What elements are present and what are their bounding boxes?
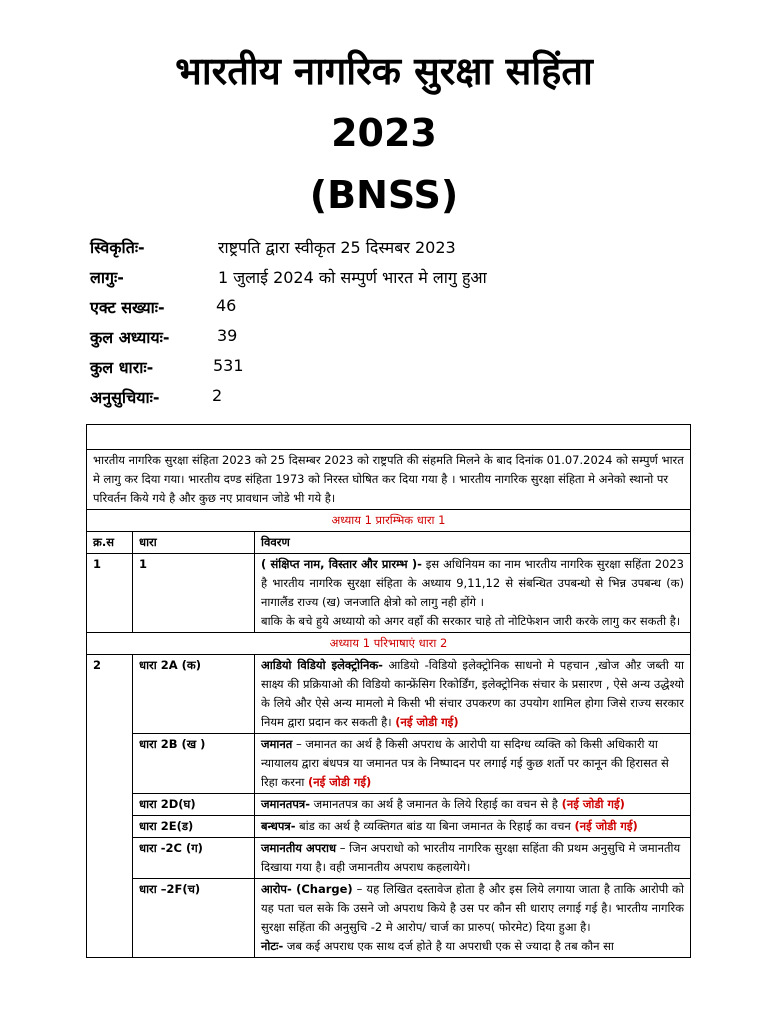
- title-line-3: (BNSS): [309, 173, 459, 217]
- details-cell: [255, 655, 691, 734]
- table-row: [87, 794, 691, 816]
- definition-text: जमानतपत्र का अर्थ है जमानत के लिये रिहाई का वचन से है: [309, 797, 558, 811]
- table-row: [87, 816, 691, 838]
- info-label: अनुसुचियाः-: [90, 388, 160, 407]
- column-header-details: विवरण: [255, 532, 691, 554]
- details-text-extra: बाकि के बचे हुये अध्यायो को अगर वहाँ की सरकार चाहे तो नोटिफेशन जारी करके लागु कर सकती है।: [261, 614, 681, 628]
- info-value: 1 जुलाई 2024 को सम्पुर्ण भारत मे लागु हुआ: [218, 268, 487, 287]
- definition-term: जमानतपत्र-: [261, 797, 310, 811]
- serial-cell: 1: [87, 554, 133, 633]
- note-text: जब कई अपराध एक साथ दर्ज होते है या अपराधी एक से ज्यादा है तब कौन सा: [283, 939, 614, 953]
- info-row-effective: [90, 266, 710, 296]
- dhara-cell: धारा –2F(च): [133, 879, 255, 958]
- info-row-approval: [90, 236, 710, 266]
- details-cell: [255, 794, 691, 816]
- definition-text: आडियो -विडियो इलेक्ट्रोनिक साधनो मे पहचान ,खोज औऱ जब्ती या साक्ष्य की प्रक्रियाओ की विडियो कान्फ्रेंसिग रिकोर्डिंग, इलेक्ट्रोनिक संचार के प्रसारण , ऐसे अन्य उद्धेश्यो के लिये और ऐसे अन्य मामलो मे किसी भी संचार उपकरण का उपयोग शामिल होगा जिसे राज्य सरकार नियम द्वारा प्रदान कर सकती है।: [261, 658, 684, 729]
- intro-text: भारतीय नागरिक सुरक्षा संहिता 2023 को 25 दिसम्बर 2023 को राष्ट्रपति की संहमति मिलने के बाद दिनांक 01.07.2024 को सम्पुर्ण भारत मे लागु कर दिया गया। भारतीय दण्ड संहिता 1973 को निरस्त घोषित कर दिया गया है । भारतीय नागरिक सुरक्षा संहिता मे अनेको स्थानो पर परिवर्तन किये गये है और कुछ नए प्रावधान जोडे भी गये है।: [87, 450, 691, 510]
- act-info: [90, 236, 710, 416]
- dhara-cell: धारा -2C (ग): [133, 838, 255, 879]
- section-heading-row: [87, 510, 691, 532]
- details-cell: [255, 734, 691, 794]
- info-row-sections: [90, 356, 710, 386]
- section-heading: अध्याय 1 परिभाषाएं धारा 2: [87, 633, 691, 655]
- note-label: नोटः-: [261, 939, 284, 953]
- details-cell: [255, 879, 691, 958]
- details-heading: ( संक्षिप्त नाम, विस्तार और प्रारम्भ )-: [261, 557, 422, 571]
- definition-text: – यह लिखित दस्तावेज होता है और इस लिये लगाया जाता है ताकि आरोपी को यह पता चल सके कि उसने जो अपराध किये है उस पर कौन सी धाराए लगाई गई है। भारतीय नागरिक सुरक्षा सहिंता की अनुसुचि -2 मे आरोप/ चार्ज का प्रारुप( फोरमेट) दिया हुआ है।: [261, 882, 684, 934]
- details-cell: [255, 554, 691, 633]
- section-heading: अध्याय 1 प्रारम्भिक धारा 1: [87, 510, 691, 532]
- dhara-cell: धारा 2E(ड): [133, 816, 255, 838]
- info-value: 39: [217, 326, 238, 345]
- definition-term: जमानतीय अपराध: [261, 841, 337, 855]
- column-header-serial: क्र.स: [87, 532, 133, 554]
- sections-table: [86, 424, 691, 958]
- section-heading-row: [87, 633, 691, 655]
- definition-term: बन्धपत्र-: [261, 819, 296, 833]
- details-cell: [255, 838, 691, 879]
- info-label: कुल अध्यायः-: [90, 328, 170, 347]
- info-value: 531: [213, 356, 244, 375]
- info-row-act-number: [90, 296, 710, 326]
- table-row: [87, 879, 691, 958]
- table-row: [87, 838, 691, 879]
- dhara-cell: धारा 2D(घ): [133, 794, 255, 816]
- details-cell: [255, 816, 691, 838]
- definition-text: – जमानत का अर्थ है किसी अपराध के आरोपी या सदिग्ध व्यक्ति को किसी अधिकारी या न्यायालय द्वारा बंधपत्र या जमानत पत्र के निष्पादन पर लगाई गई कुछ शर्तो पर कानून की हिरासत से रिहा करना: [261, 737, 669, 789]
- serial-cell: 2: [87, 655, 133, 958]
- info-row-schedules: [90, 386, 710, 416]
- page-title: [0, 0, 768, 226]
- info-value: 46: [216, 296, 237, 315]
- dhara-cell: धारा 2B (ख ): [133, 734, 255, 794]
- dhara-cell: धारा 2A (क): [133, 655, 255, 734]
- table-header-row: [87, 532, 691, 554]
- new-added-tag: (नई जोडी गई): [395, 715, 459, 729]
- definition-text: – जिन अपराधो को भारतीय नागरिक सुरक्षा सहिंता की प्रथम अनुसुचि मे जमानतीय दिखाया गया है। वही जमानतीय अपराध कहलायेगे।: [261, 841, 681, 874]
- table-intro-row: [87, 450, 691, 510]
- new-added-tag: (नई जोडी गई): [307, 775, 372, 789]
- title-line-2: 2023: [331, 111, 437, 155]
- new-added-tag: (नई जोडी गई): [574, 819, 638, 833]
- dhara-cell: 1: [133, 554, 255, 633]
- definition-term: जमानत: [261, 737, 293, 751]
- info-row-chapters: [90, 326, 710, 356]
- new-added-tag: (नई जोडी गई): [561, 797, 625, 811]
- definition-term: आडियो विडियो इलेक्ट्रोनिक-: [261, 658, 383, 672]
- table-row: [87, 655, 691, 734]
- info-value: राष्ट्रपति द्वारा स्वीकृत 25 दिस्मबर 2023: [218, 238, 456, 257]
- info-label: लागुः-: [90, 268, 124, 287]
- info-label: एक्ट सख्याः-: [90, 298, 165, 317]
- info-value: 2: [212, 386, 223, 405]
- details-text: इस अधिनियम का नाम भारतीय नागरिक सुरक्षा सहिंता 2023 है भारतीय नागरिक सुरक्षा संहिता के अध्याय 9,11,12 से संबन्धित उपबन्धो से भिन्न उपबन्ध (क) नागालैंड राज्य (ख) जनजाति क्षेत्रो को लागु नही होंगे ।: [261, 557, 684, 609]
- title-line-1: भारतीय नागरिक सुरक्षा सहिंता: [175, 49, 593, 93]
- table-blank-row: [87, 425, 691, 450]
- info-label: कुल धाराः-: [90, 358, 154, 377]
- column-header-dhara: धारा: [133, 532, 255, 554]
- table-row: [87, 554, 691, 633]
- info-label: स्विकृतिः-: [90, 238, 145, 257]
- table-row: [87, 734, 691, 794]
- definition-text: बांड का अर्थ है व्यक्तिगत बांड या बिना जमानत के रिहाई का वचन: [295, 819, 571, 833]
- definition-term: आरोप- (Charge): [261, 882, 353, 896]
